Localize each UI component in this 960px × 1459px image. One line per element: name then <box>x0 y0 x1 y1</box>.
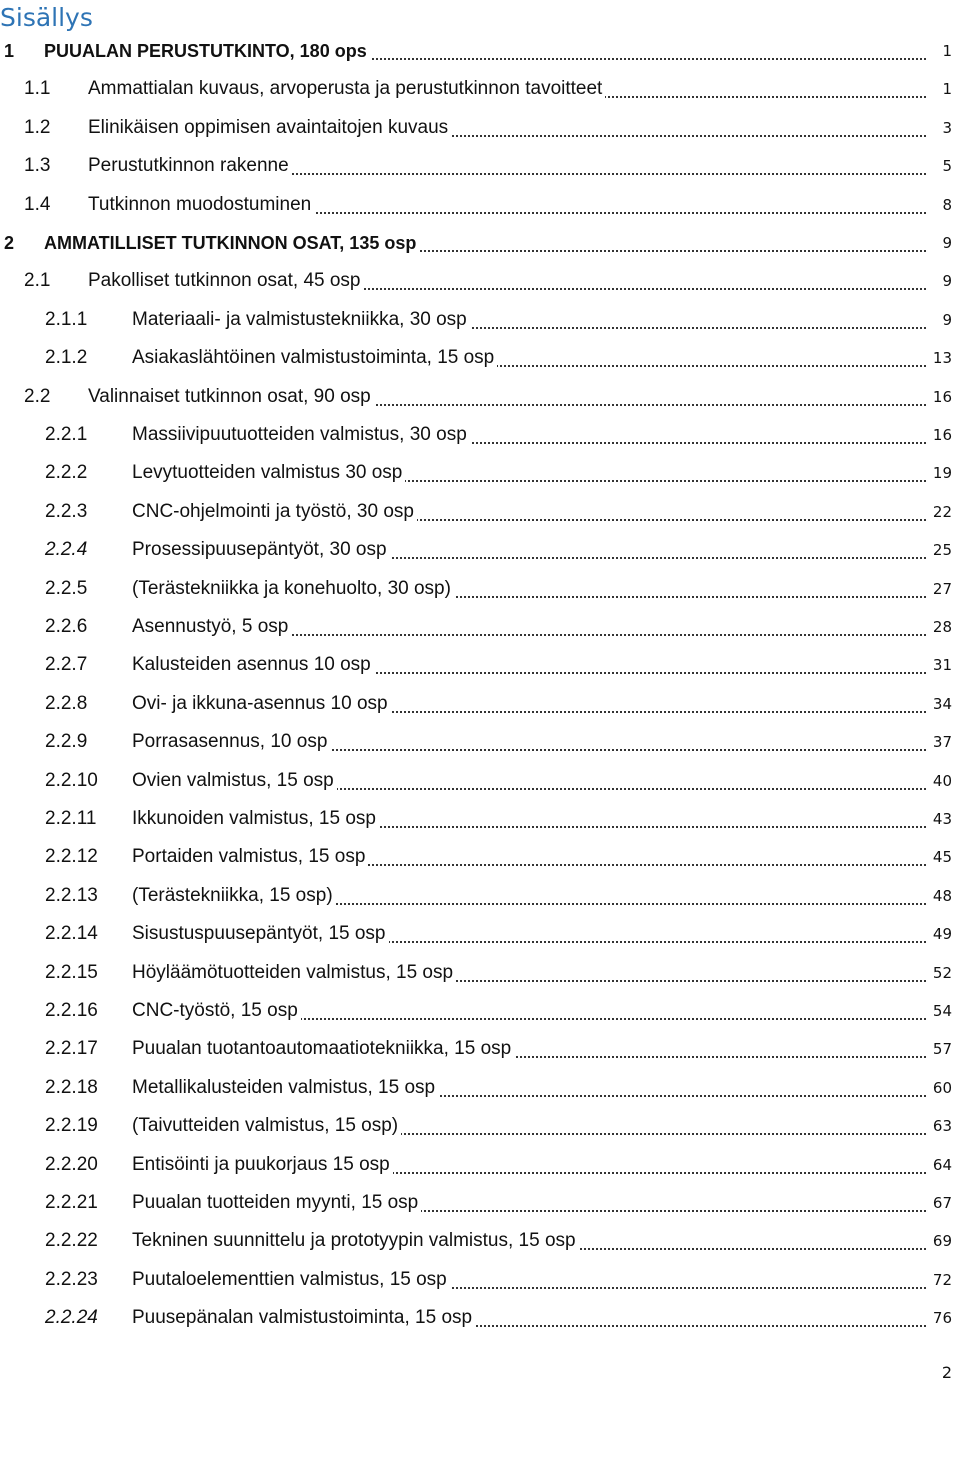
toc-entry-title: Ovien valmistus, 15 osp <box>132 769 337 793</box>
toc-entry[interactable] <box>0 69 960 103</box>
toc-entry-number: 2.2.13 <box>45 884 98 906</box>
toc-entry-title: Prosessipuusepäntyöt, 30 osp <box>132 538 390 562</box>
toc-entry-page: 49 <box>928 922 952 946</box>
toc-entry[interactable] <box>0 1029 960 1063</box>
toc-entry-number: 2.2.23 <box>45 1268 98 1290</box>
toc-entry-page: 31 <box>928 653 952 677</box>
toc-entry-title: Kalusteiden asennus 10 osp <box>132 653 374 677</box>
toc-entry-number: 2.2.7 <box>45 654 88 676</box>
toc-entry[interactable] <box>0 722 960 756</box>
toc-entry-number: 2.2.24 <box>45 1307 98 1329</box>
toc-entry[interactable] <box>0 1221 960 1255</box>
toc-entry-title: Asiakaslähtöinen valmistustoiminta, 15 osp <box>132 346 497 370</box>
toc-entry-number: 2.2.19 <box>45 1115 98 1137</box>
toc-entry-page: 72 <box>928 1268 952 1292</box>
toc-entry-page: 63 <box>928 1114 952 1138</box>
toc-entry-title: CNC-työstö, 15 osp <box>132 999 301 1023</box>
toc-entry-title: (Taivutteiden valmistus, 15 osp) <box>132 1114 401 1138</box>
toc-entry[interactable] <box>0 569 960 603</box>
toc-entry-page: 37 <box>928 730 952 754</box>
toc-entry-title: Puualan tuotteiden myynti, 15 osp <box>132 1191 421 1215</box>
toc-entry-title: Puutaloelementtien valmistus, 15 osp <box>132 1268 450 1292</box>
toc-entry-title: Tekninen suunnittelu ja prototyypin valmistus, 15 osp <box>132 1229 579 1253</box>
toc-entry-number: 2.2.21 <box>45 1192 98 1213</box>
toc-entry-title: Portaiden valmistus, 15 osp <box>132 845 368 869</box>
toc-entry-page: 45 <box>928 845 952 869</box>
toc-entry-number: 2.2.10 <box>45 769 98 791</box>
toc-entry-number: 2.2.17 <box>45 1038 98 1060</box>
toc-entry-page: 54 <box>928 999 952 1023</box>
toc-entry-number: 2.2.2 <box>45 462 88 484</box>
toc-entry-page: 27 <box>928 577 952 601</box>
toc-entry[interactable] <box>0 684 960 718</box>
toc-entry-title: (Terästekniikka, 15 osp) <box>132 884 336 908</box>
toc-entry-number: 1.2 <box>24 116 51 138</box>
toc-entry[interactable] <box>0 1106 960 1140</box>
toc-entry-page: 8 <box>928 193 952 217</box>
toc-entry[interactable] <box>0 108 960 142</box>
toc-entry-number: 2.2.16 <box>45 1000 98 1021</box>
toc-title: Sisällys <box>0 3 93 32</box>
toc-entry-title: Elinikäisen oppimisen avaintaitojen kuvaus <box>88 116 451 140</box>
toc-entry-number: 2.2.20 <box>45 1153 98 1175</box>
toc-entry[interactable] <box>0 837 960 871</box>
toc-entry-number: 2.2.22 <box>45 1230 98 1252</box>
toc-entry-number: 2.1.2 <box>45 347 88 369</box>
toc-entry-title: Metallikalusteiden valmistus, 15 osp <box>132 1076 438 1100</box>
toc-entry-page: 16 <box>928 385 952 409</box>
toc-entry-title: Sisustuspuusepäntyöt, 15 osp <box>132 922 389 946</box>
toc-entry[interactable] <box>0 1068 960 1102</box>
toc-entry-number: 2.2.18 <box>45 1076 98 1098</box>
toc-entry-page: 34 <box>928 692 952 716</box>
toc-entry[interactable] <box>0 377 960 411</box>
toc-entry-page: 64 <box>928 1153 952 1177</box>
toc-entry-page: 25 <box>928 538 952 562</box>
toc-entry[interactable] <box>0 261 960 295</box>
toc-entry-page: 22 <box>928 500 952 524</box>
toc-entry-number: 2.2.14 <box>45 923 98 945</box>
toc-entry[interactable] <box>0 31 960 65</box>
toc-entry[interactable] <box>0 645 960 679</box>
toc-entry-title: Valinnaiset tutkinnon osat, 90 osp <box>88 385 374 409</box>
toc-entry[interactable] <box>0 914 960 948</box>
toc-entry[interactable] <box>0 185 960 219</box>
toc-entry-title: Tutkinnon muodostuminen <box>88 193 314 217</box>
toc-entry[interactable] <box>0 530 960 564</box>
page-number: 2 <box>941 1363 952 1382</box>
toc-entry-title: Asennustyö, 5 osp <box>132 615 291 639</box>
toc-entry-page: 19 <box>928 461 952 485</box>
toc-entry[interactable] <box>0 799 960 833</box>
toc-entry-number: 2.2.3 <box>45 500 88 522</box>
toc-entry[interactable] <box>0 223 960 257</box>
toc-entry[interactable] <box>0 300 960 334</box>
toc-entry[interactable] <box>0 761 960 795</box>
toc-entry-title: Entisöinti ja puukorjaus 15 osp <box>132 1153 393 1177</box>
toc-entry-page: 1 <box>928 77 952 101</box>
toc-entry[interactable] <box>0 1260 960 1294</box>
toc-entry-page: 57 <box>928 1037 952 1061</box>
toc-entry-number: 2.1 <box>24 270 51 292</box>
toc-entry[interactable] <box>0 1183 960 1217</box>
toc-entry-page: 43 <box>928 807 952 831</box>
toc-entry-page: 9 <box>928 308 952 332</box>
toc-entry-number: 2.2.6 <box>45 616 88 637</box>
toc-entry-number: 2.1.1 <box>45 308 88 330</box>
toc-entry-number: 2.2.5 <box>45 577 88 599</box>
toc-entry-title: AMMATILLISET TUTKINNON OSAT, 135 osp <box>44 231 419 255</box>
toc-entry-page: 48 <box>928 884 952 908</box>
toc-entry-title: Porrasasennus, 10 osp <box>132 730 330 754</box>
toc-entry-page: 52 <box>928 961 952 985</box>
toc-entry-title: Ikkunoiden valmistus, 15 osp <box>132 807 379 831</box>
toc-entry-number: 2.2.11 <box>45 808 97 829</box>
toc-entry[interactable] <box>0 1298 960 1332</box>
toc-entry-title: Ammattialan kuvaus, arvoperusta ja perustutkinnon tavoitteet <box>88 77 605 101</box>
toc-entry-number: 1 <box>4 41 15 61</box>
toc-entry-page: 1 <box>928 39 952 63</box>
toc-entry-title: Massiivipuutuotteiden valmistus, 30 osp <box>132 423 470 447</box>
toc-entry-page: 67 <box>928 1191 952 1215</box>
toc-entry-title: PUUALAN PERUSTUTKINTO, 180 ops <box>44 39 370 63</box>
toc-entry-page: 40 <box>928 769 952 793</box>
toc-entry-title: Höyläämötuotteiden valmistus, 15 osp <box>132 961 456 985</box>
toc-entry[interactable] <box>0 1145 960 1179</box>
toc-entry-page: 3 <box>928 116 952 140</box>
toc-entry-page: 76 <box>928 1306 952 1330</box>
toc-entry-page: 16 <box>928 423 952 447</box>
toc-entry-number: 2.2.4 <box>45 539 88 561</box>
toc-entry[interactable] <box>0 146 960 180</box>
toc-entry-title: (Terästekniikka ja konehuolto, 30 osp) <box>132 577 454 601</box>
toc-entry-number: 2.2 <box>24 385 51 407</box>
toc-entry-page: 60 <box>928 1076 952 1100</box>
toc-entry-number: 2.2.8 <box>45 692 88 714</box>
toc-entry-number: 1.4 <box>24 193 51 215</box>
toc-entry-title: Puualan tuotantoautomaatiotekniikka, 15 osp <box>132 1037 514 1061</box>
toc-entry[interactable] <box>0 415 960 449</box>
toc-entry[interactable] <box>0 607 960 641</box>
toc-entry-title: Ovi- ja ikkuna-asennus 10 osp <box>132 692 391 716</box>
toc-entry-title: Pakolliset tutkinnon osat, 45 osp <box>88 269 364 293</box>
toc-entry-page: 13 <box>928 346 952 370</box>
toc-entry-page: 69 <box>928 1229 952 1253</box>
toc-entry-number: 2.2.15 <box>45 961 98 983</box>
toc-entry-number: 2.2.9 <box>45 731 88 753</box>
toc-entry-page: 9 <box>928 269 952 293</box>
toc-entry[interactable] <box>0 876 960 910</box>
toc-entry-title: Perustutkinnon rakenne <box>88 154 292 178</box>
toc-entry[interactable] <box>0 953 960 987</box>
toc-entry[interactable] <box>0 991 960 1025</box>
toc-entry-number: 1.3 <box>24 155 51 177</box>
toc-entry-title: Levytuotteiden valmistus 30 osp <box>132 461 405 485</box>
toc-entry-title: Materiaali- ja valmistustekniikka, 30 osp <box>132 308 470 332</box>
toc-entry-title: CNC-ohjelmointi ja työstö, 30 osp <box>132 500 417 524</box>
toc-entry-number: 2.2.12 <box>45 846 98 868</box>
toc-entry-page: 5 <box>928 154 952 178</box>
toc-entry[interactable] <box>0 453 960 487</box>
toc-entry-number: 1.1 <box>24 78 51 100</box>
toc-entry-title: Puusepänalan valmistustoiminta, 15 osp <box>132 1306 475 1330</box>
toc-entry-number: 2.2.1 <box>45 424 88 445</box>
toc-entry-page: 9 <box>928 231 952 255</box>
toc-entry[interactable] <box>0 338 960 372</box>
toc-entry[interactable] <box>0 492 960 526</box>
toc-entry-number: 2 <box>4 233 15 253</box>
toc-entry-page: 28 <box>928 615 952 639</box>
